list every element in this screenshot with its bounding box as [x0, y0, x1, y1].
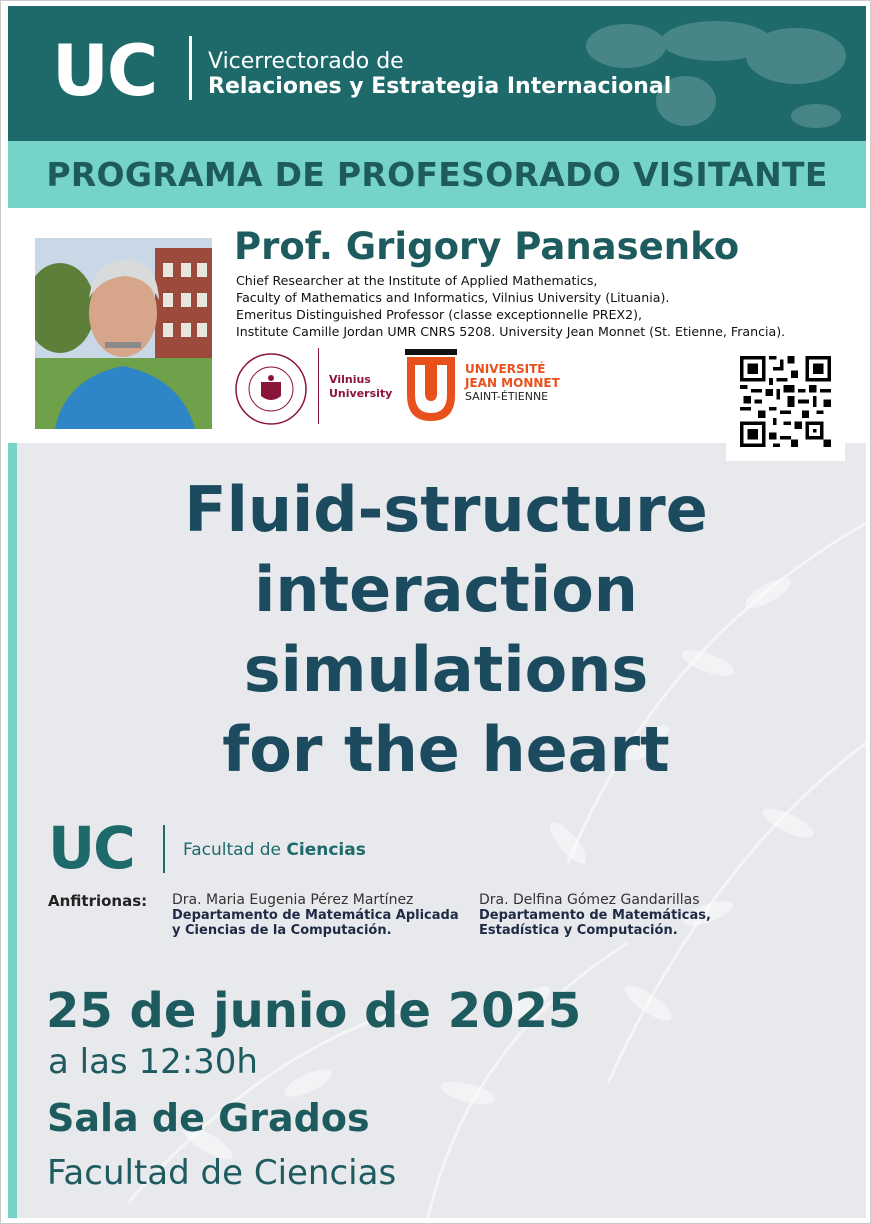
- description-line: Emeritus Distinguished Professor (classe exceptionnelle PREX2),: [236, 307, 643, 322]
- host-name: Dra. Maria Eugenia Pérez Martínez: [172, 892, 414, 908]
- header-line-1: Vicerrectorado de: [208, 49, 404, 74]
- vilnius-wordmark: [329, 373, 392, 401]
- vilnius-university-seal: [234, 352, 308, 426]
- faculty-prefix: Facultad de: [183, 840, 282, 860]
- header-divider: [189, 36, 192, 100]
- host-dept: Departamento de Matemáticas,: [479, 908, 711, 923]
- faculty-divider: [163, 825, 165, 873]
- professor-photo: [35, 238, 212, 429]
- title-line: Fluid-structure: [184, 473, 708, 546]
- ujm-line-2: JEAN MONNET: [465, 376, 560, 390]
- program-band: PROGRAMA DE PROFESORADO VISITANTE: [8, 141, 866, 208]
- host-1: [172, 892, 459, 938]
- title-line: for the heart: [222, 713, 670, 786]
- professor-name: Prof. Grigory Panasenko: [234, 225, 740, 268]
- faculty-name: [183, 840, 366, 860]
- ujm-line-1: UNIVERSITÉ: [465, 362, 546, 376]
- description-line: Chief Researcher at the Institute of Applied Mathematics,: [236, 273, 598, 288]
- description-line: Institute Camille Jordan UMR CNRS 5208. University Jean Monnet (St. Etienne, Francia).: [236, 324, 786, 339]
- faculty-ciencias: Ciencias: [286, 840, 366, 860]
- hosts-label: Anfitrionas:: [48, 892, 148, 910]
- ujm-logo-mark: [403, 357, 459, 423]
- header-banner: [8, 6, 866, 141]
- vilnius-word: Vilnius: [329, 373, 371, 386]
- host-2: [479, 892, 711, 938]
- host-dept: Departamento de Matemática Aplicada: [172, 908, 459, 923]
- host-name: Dra. Delfina Gómez Gandarillas: [479, 892, 700, 908]
- host-dept: y Ciencias de la Computación.: [172, 923, 392, 938]
- event-date: 25 de junio de 2025: [46, 983, 582, 1039]
- title-line: simulations: [243, 633, 649, 706]
- uc-logo: UC: [52, 30, 157, 112]
- faculty-uc-logo: UC: [48, 814, 134, 882]
- accent-strip: [8, 443, 17, 1218]
- professor-description: [236, 272, 785, 340]
- title-line: interaction: [254, 553, 638, 626]
- ujm-top-bar: [405, 349, 457, 355]
- host-dept: Estadística y Computación.: [479, 923, 678, 938]
- description-line: Faculty of Mathematics and Informatics, Vilnius University (Lituania).: [236, 290, 670, 305]
- event-time: a las 12:30h: [48, 1042, 258, 1082]
- talk-title: [17, 470, 871, 790]
- ujm-city: SAINT-ÉTIENNE: [465, 390, 549, 403]
- ujm-wordmark: [465, 362, 560, 390]
- event-room: Sala de Grados: [47, 1096, 370, 1140]
- header-line-2: Relaciones y Estrategia Internacional: [208, 74, 672, 99]
- qr-code: [740, 356, 831, 447]
- vilnius-divider: [318, 348, 319, 424]
- university-word: University: [329, 387, 393, 400]
- event-place: Facultad de Ciencias: [47, 1153, 397, 1193]
